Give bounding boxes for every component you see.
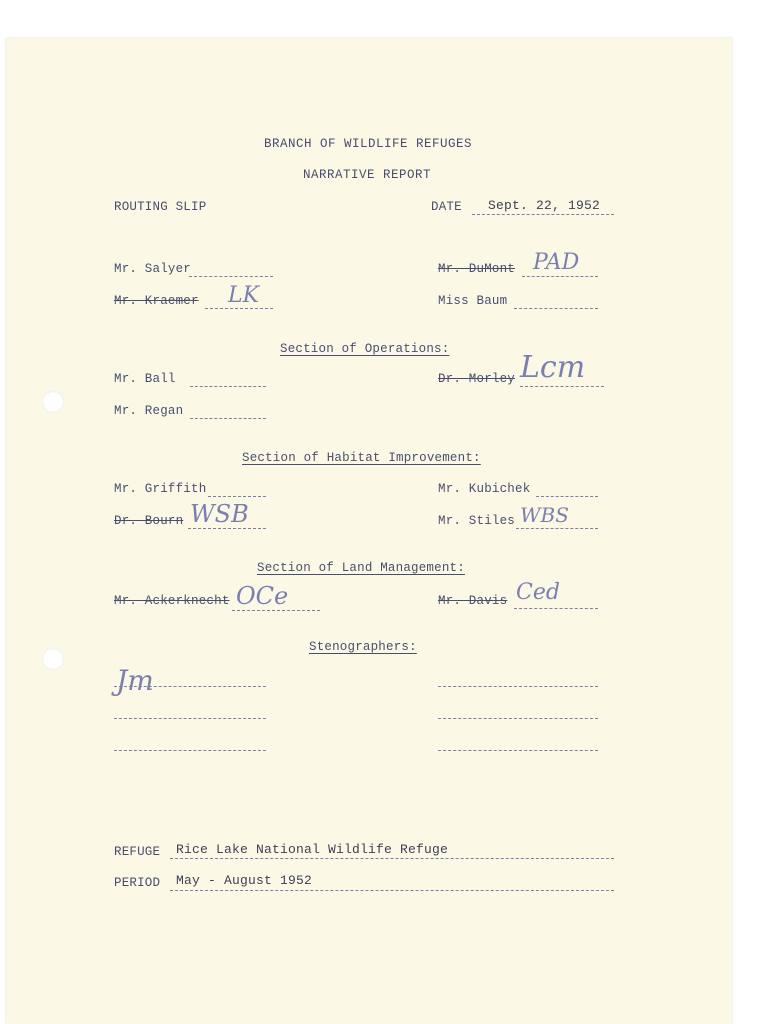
- name-morley: Dr. Morley: [438, 372, 516, 386]
- initials-morley: Lcm: [520, 350, 586, 385]
- steno-line: [114, 718, 266, 719]
- refuge-label: REFUGE: [114, 845, 161, 859]
- initial-line-ball: [190, 386, 266, 387]
- steno-line: [438, 750, 598, 751]
- steno-line: [114, 750, 266, 751]
- initials-stenographer: Jm: [116, 664, 154, 697]
- initials-dumont: PAD: [533, 250, 580, 275]
- punch-hole: [42, 391, 64, 413]
- initial-line-regan: [190, 418, 266, 419]
- initial-line-bourn: [188, 528, 266, 529]
- initial-line-griffith: [208, 496, 266, 497]
- name-bourn: Dr. Bourn: [114, 514, 184, 528]
- initial-line-kraemer: [205, 308, 273, 309]
- initials-davis: Ced: [516, 580, 560, 605]
- routing-slip-label: ROUTING SLIP: [114, 200, 207, 214]
- steno-line: [114, 686, 266, 687]
- date-label: DATE: [431, 200, 462, 214]
- name-griffith: Mr. Griffith: [114, 482, 207, 496]
- section-stenographers-heading: Stenographers:: [309, 640, 417, 654]
- initial-line-davis: [514, 608, 598, 609]
- name-davis: Mr. Davis: [438, 594, 508, 608]
- refuge-line: [170, 858, 614, 859]
- initials-kraemer: LK: [228, 283, 260, 308]
- document-subtitle: NARRATIVE REPORT: [303, 168, 432, 182]
- initial-line-kubichek: [536, 496, 598, 497]
- name-ball: Mr. Ball: [114, 372, 176, 386]
- section-land-heading: Section of Land Management:: [257, 561, 465, 575]
- initial-line-baum: [514, 308, 598, 309]
- name-dumont: Mr. DuMont: [438, 262, 516, 276]
- name-ackerknecht: Mr. Ackerknecht: [114, 594, 230, 608]
- name-kraemer: Mr. Kraemer: [114, 294, 199, 308]
- initials-bourn: WSB: [190, 500, 249, 528]
- initials-stiles: WBS: [520, 503, 569, 527]
- initial-line-ackerknecht: [232, 610, 320, 611]
- name-regan: Mr. Regan: [114, 404, 184, 418]
- period-label: PERIOD: [114, 876, 161, 890]
- section-operations-heading: Section of Operations:: [280, 342, 450, 356]
- section-habitat-heading: Section of Habitat Improvement:: [242, 451, 481, 465]
- period-line: [170, 890, 614, 891]
- document-title: BRANCH OF WILDLIFE REFUGES: [264, 137, 473, 151]
- name-baum: Miss Baum: [438, 294, 508, 308]
- name-kubichek: Mr. Kubichek: [438, 482, 531, 496]
- initials-ackerknecht: OCe: [236, 582, 289, 610]
- initial-line-morley: [520, 386, 604, 387]
- name-stiles: Mr. Stiles: [438, 514, 516, 528]
- date-value: Sept. 22, 1952: [488, 198, 601, 213]
- name-salyer: Mr. Salyer: [114, 262, 192, 276]
- period-value: May - August 1952: [176, 873, 313, 888]
- steno-line: [438, 718, 598, 719]
- initial-line-dumont: [522, 276, 598, 277]
- refuge-value: Rice Lake National Wildlife Refuge: [176, 842, 449, 857]
- initial-line-stiles: [516, 528, 598, 529]
- initial-line-salyer: [189, 276, 273, 277]
- date-line: [472, 214, 614, 215]
- punch-hole: [42, 648, 64, 670]
- steno-line: [438, 686, 598, 687]
